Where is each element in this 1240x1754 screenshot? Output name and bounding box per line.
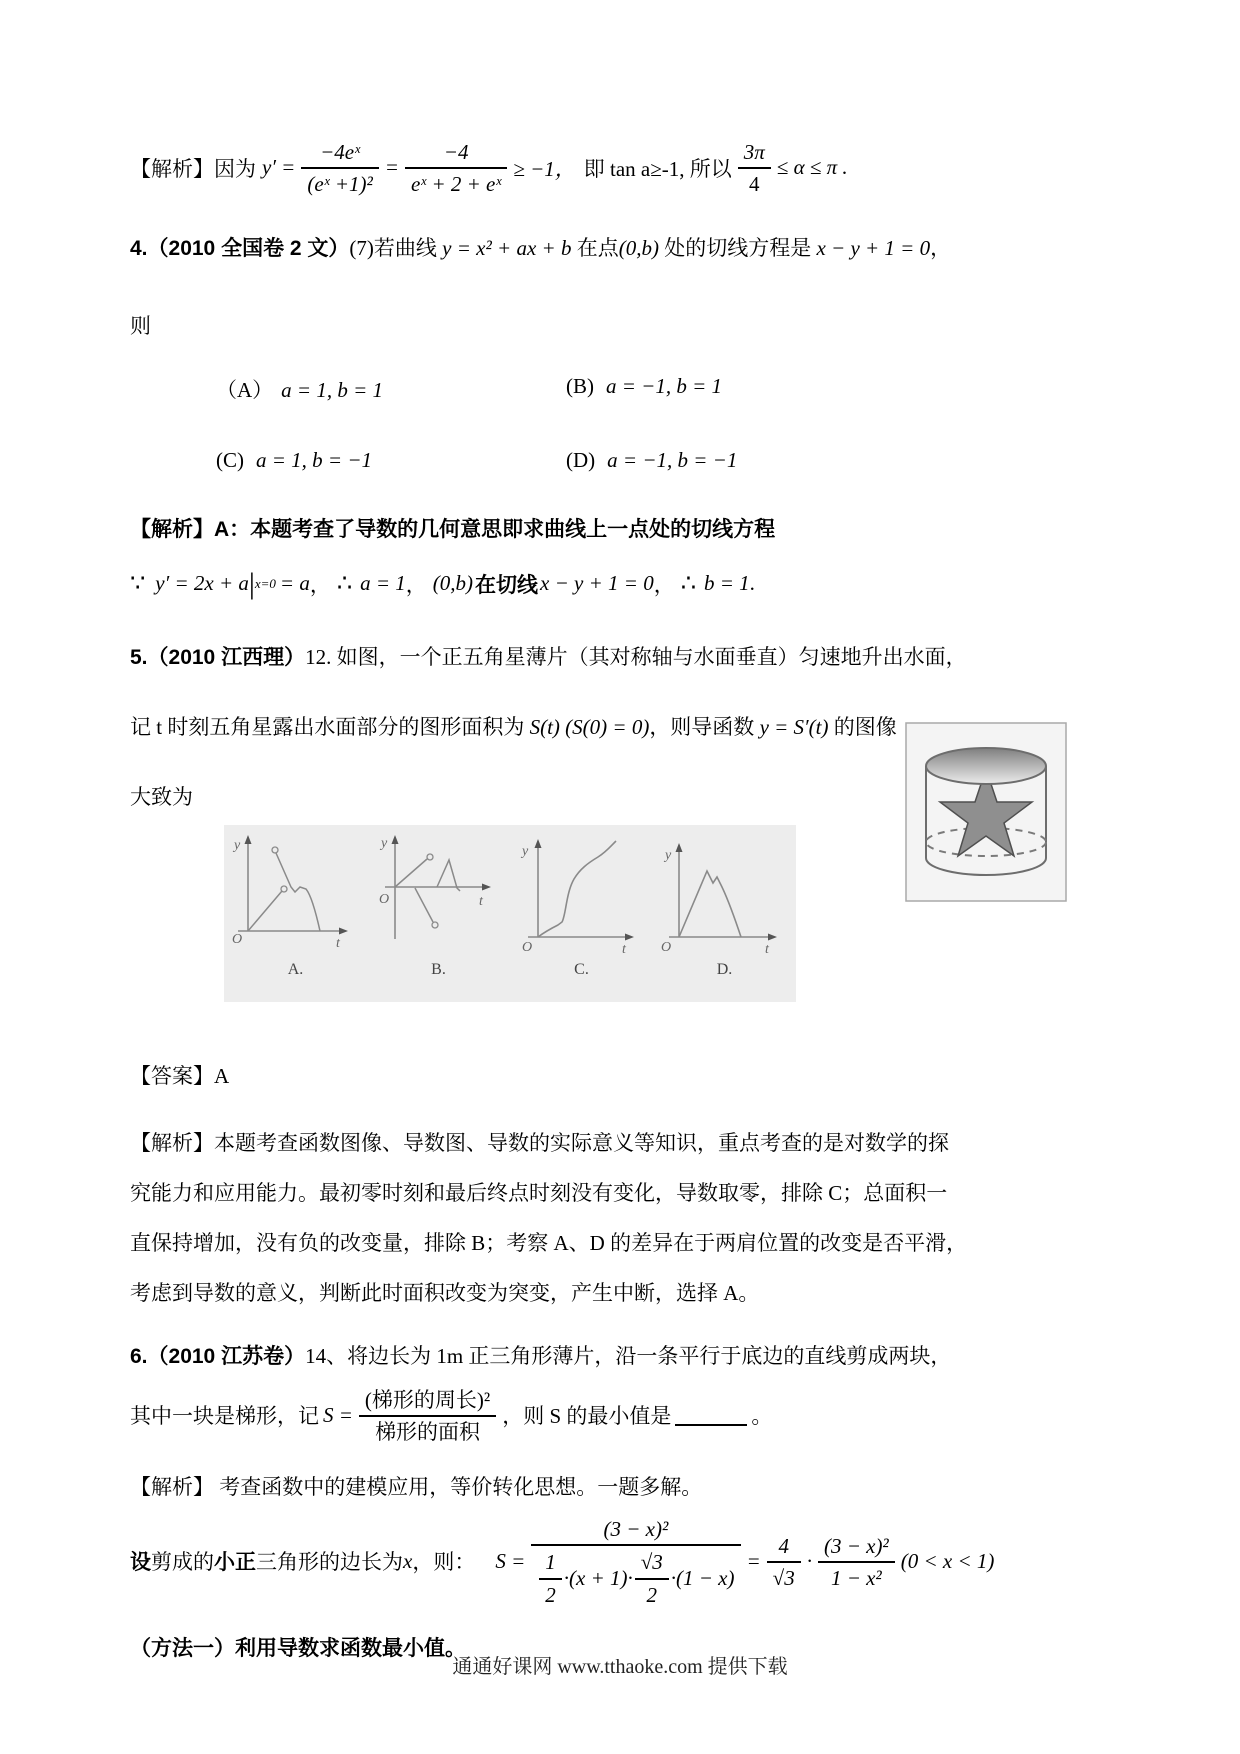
graph-c-caption: C. (574, 960, 589, 978)
final-fraction: $\frac{\text{(3 − x)²}}{\text{1 − x²}}$ (818, 1532, 895, 1592)
therefore-symbol-2: ∴ (680, 571, 696, 597)
answer-label: 【答案】 (130, 1063, 214, 1088)
problem-5-statement-line-1: 5.（2010 江西理）12. 如图，一个正五角星薄片（其对称轴与水面垂直）匀速地升出水面， (130, 644, 967, 669)
problem-5-statement-line-2: 记 t 时刻五角星露出水面部分的图形面积为 S(t) (S(0) = 0)，则导函数 y = S′(t) 的图像 (130, 714, 897, 739)
formula-lhs: y′ = (262, 155, 296, 180)
problem-4-analysis-heading: 【解析】A：本题考查了导数的几何意思即求曲线上一点处的切线方程 (130, 517, 776, 541)
option-c-value: a = 1, b = −1 (256, 447, 373, 472)
option-b-label: (B) (566, 373, 594, 398)
therefore-symbol: ∴ (336, 571, 353, 597)
graph-a-caption: A. (287, 960, 304, 978)
option-d-value: a = −1, b = −1 (607, 447, 738, 472)
answer-blank (675, 1404, 747, 1426)
problem-4-then: 则 (130, 313, 151, 338)
problem-6-statement-line-1: 6.（2010 江苏卷）14、将边长为 1m 正三角形薄片，沿一条平行于底边的直线剪成两块， (130, 1343, 952, 1368)
problem-4-proof-line: ∵ y′ = 2x + a | x=0 = a ， ∴ a = 1 ， (0,b) 在切线 x − y + 1 = 0 ， ∴ b = 1 . (130, 566, 755, 600)
because-symbol: ∵ (130, 571, 146, 597)
problem-5-heading: 5.（2010 江西理） (130, 645, 306, 669)
graph-d-caption: D. (716, 960, 733, 978)
graph-d-plot (653, 827, 796, 967)
graph-d-ylabel: y (665, 847, 672, 863)
solution-3-line: 【解析】 因为 y′ = $\frac{\text{−4eˣ}}{\text{(eˣ +1)²}}$ = $\frac{-4}{\text{eˣ + 2 + eˣ}}$ ≥ −1， 即 tan a≥-1, 所以 $\frac{3\pi}{4}$ ≤ α ≤ π . (130, 140, 848, 197)
graph-a-xlabel: t (336, 935, 340, 951)
trapezoid-fraction: $\frac{\text{(梯形的周长)²}}{\text{梯形的面积}}$ (359, 1386, 496, 1446)
analysis-line-3: 直保持增加，没有负的改变量，排除 B；考察 A、D 的差异在于两肩位置的改变是否平滑， (130, 1230, 968, 1255)
page-footer: 通通好课网 www.tthaoke.com 提供下载 (452, 1656, 788, 1678)
big-fraction: (3 − x)² $\frac{1}{2}$ ·(x + 1)· $\frac{√3}{2}$ ·(1 − x) (531, 1515, 740, 1608)
graph-option-a (224, 827, 367, 979)
on-tangent-text: 在切线 (475, 573, 539, 597)
analysis-line-4: 考虑到导数的意义，判断此时面积改变为突变，产生中断，选择 A。 (130, 1280, 760, 1305)
option-a-label: （A） (216, 377, 274, 402)
problem-6-analysis-heading: 【解析】 考查函数中的建模应用，等价转化思想。一题多解。 (130, 1475, 703, 1499)
option-a (216, 374, 566, 404)
graph-c-origin: O (522, 939, 533, 955)
option-b (566, 374, 916, 404)
graph-option-b (367, 827, 510, 979)
option-a-value: a = 1, b = 1 (281, 377, 384, 402)
option-d (566, 448, 916, 473)
star-cylinder-image (905, 722, 1067, 902)
star-cylinder-figure (905, 722, 1067, 908)
graph-c-xlabel: t (622, 941, 626, 957)
half-fraction: $\frac{1}{2}$ (539, 1548, 562, 1608)
graph-a-plot (224, 827, 367, 967)
option-d-label: (D) (566, 447, 596, 472)
graph-b-plot (367, 827, 510, 967)
graph-d-xlabel: t (765, 941, 769, 957)
method-1-heading: （方法一）利用导数求函数最小值。 (130, 1636, 466, 1660)
graph-option-c (510, 827, 653, 979)
fraction-3: $\frac{3\pi}{4}$ (738, 138, 771, 198)
problem-6-heading: 6.（2010 江苏卷） (130, 1344, 306, 1368)
graph-a-origin: O (232, 931, 243, 947)
problem-6-statement-line-2: 其中一块是梯形，记 S = $\frac{\text{(梯形的周长)²}}{\text{梯形的面积}}$ ，则 S 的最小值是 。 (130, 1387, 773, 1444)
graph-b-origin: O (379, 891, 390, 907)
problem-4-statement: 4.（2010 全国卷 2 文）(7)若曲线 y = x² + ax + b 在点(0,b) 处的切线方程是 x − y + 1 = 0， (130, 235, 952, 260)
graph-option-d (653, 827, 796, 979)
graph-b-xlabel: t (479, 893, 483, 909)
options-row-2 (130, 448, 1112, 473)
problem-5-analysis (130, 1118, 1112, 1318)
answer-value: A (214, 1063, 230, 1088)
problem-6-formula-line: 设 剪成的 小正 三角形的边长为 x ，则： S = (3 − x)² $\frac{1}{2}$ ·(x + 1)· $\frac{√3}{2}$ ·(1 − x) = $\frac{4}{√3}$ · $\frac{\text{(3 − x)²}}{\text{1 − x²}}$ (0 < x < 1) (130, 1517, 995, 1607)
option-c (216, 448, 566, 473)
problem-5-answer (130, 1060, 1112, 1090)
problem-5-statement-line-3: 大致为 (130, 784, 193, 809)
graph-c-ylabel: y (522, 843, 529, 859)
problem-4-heading: 4.（2010 全国卷 2 文） (130, 236, 350, 260)
graph-options-strip (224, 825, 796, 1002)
graph-c-plot (510, 827, 653, 967)
options-row-1 (130, 374, 1112, 404)
fraction-2: $\frac{-4}{\text{eˣ + 2 + eˣ}}$ (405, 138, 507, 198)
graph-b-ylabel: y (381, 835, 388, 851)
sqrt3-half-fraction: $\frac{√3}{2}$ (635, 1548, 669, 1608)
analysis-line-1: 【解析】本题考查函数图像、导数图、导数的实际意义等知识，重点考查的是对数学的探 (130, 1130, 949, 1155)
graph-d-origin: O (661, 939, 672, 955)
graph-b-caption: B. (431, 960, 446, 978)
option-c-label: (C) (216, 447, 244, 472)
option-b-value: a = −1, b = 1 (606, 373, 723, 398)
fraction-1: $\frac{\text{−4eˣ}}{\text{(eˣ +1)²}}$ (301, 138, 378, 198)
analysis-line-2: 究能力和应用能力。最初零时刻和最后终点时刻没有变化，导数取零，排除 C；总面积一 (130, 1180, 948, 1205)
four-over-sqrt3: $\frac{4}{√3}$ (767, 1532, 801, 1592)
evaluation-subscript: x=0 (254, 575, 276, 591)
graph-a-ylabel: y (234, 837, 241, 853)
analysis-label: 【解析】 (130, 156, 214, 181)
